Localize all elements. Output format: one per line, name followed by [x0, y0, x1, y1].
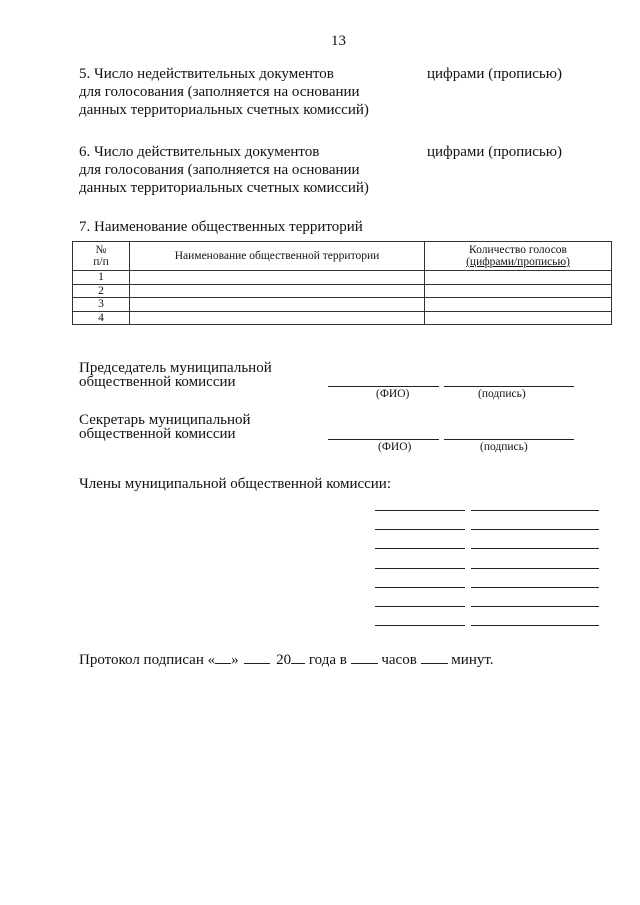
- signed-close-quote: »: [231, 652, 239, 668]
- item-5-line-2: для голосования (заполняется на основании: [79, 84, 360, 100]
- member-1-fio-line[interactable]: [375, 510, 465, 511]
- chairman-fio-label: (ФИО): [376, 388, 410, 400]
- member-5-sign-line[interactable]: [471, 587, 599, 588]
- signed-prefix: Протокол подписан «: [79, 652, 216, 668]
- signed-year-prefix: 20: [276, 652, 292, 668]
- item-6-value-hint: цифрами (прописью): [427, 144, 562, 160]
- member-5-fio-line[interactable]: [375, 587, 465, 588]
- item-5-value-hint: цифрами (прописью): [427, 66, 562, 82]
- table-row: [73, 284, 612, 298]
- row-number: 1: [73, 271, 130, 285]
- secretary-title-line-2: общественной комиссии: [79, 426, 236, 442]
- minutes-blank[interactable]: [421, 650, 448, 664]
- header-votes-line-2: (цифрами/прописью): [466, 256, 570, 268]
- row-territory-cell[interactable]: [130, 311, 425, 325]
- table-row: [73, 298, 612, 312]
- month-blank[interactable]: [244, 650, 270, 664]
- header-number: [73, 242, 130, 271]
- row-territory-cell[interactable]: [130, 284, 425, 298]
- member-3-sign-line[interactable]: [471, 548, 599, 549]
- item-5-line-1: 5. Число недействительных документов: [79, 66, 334, 82]
- secretary-fio-line[interactable]: [328, 439, 439, 440]
- chairman-fio-line[interactable]: [328, 386, 439, 387]
- page-number: 13: [331, 33, 346, 49]
- chairman-title-line-2: общественной комиссии: [79, 374, 236, 390]
- protocol-signed-line: [79, 650, 494, 669]
- header-number-abbr: п/п: [93, 256, 109, 268]
- chairman-sign-label: (подпись): [478, 388, 526, 400]
- secretary-title-line-1: Секретарь муниципальной: [79, 412, 251, 428]
- item-5-line-3: данных территориальных счетных комиссий): [79, 102, 369, 118]
- row-territory-cell[interactable]: [130, 271, 425, 285]
- table-header-row: [73, 242, 612, 271]
- member-6-sign-line[interactable]: [471, 606, 599, 607]
- day-blank[interactable]: [215, 650, 231, 664]
- header-territory-name: Наименование общественной территории: [130, 242, 425, 271]
- item-6-line-3: данных территориальных счетных комиссий): [79, 180, 369, 196]
- member-2-sign-line[interactable]: [471, 529, 599, 530]
- member-2-fio-line[interactable]: [375, 529, 465, 530]
- member-4-sign-line[interactable]: [471, 568, 599, 569]
- row-votes-cell[interactable]: [425, 271, 612, 285]
- row-number: 4: [73, 311, 130, 325]
- row-votes-cell[interactable]: [425, 284, 612, 298]
- item-6-line-1: 6. Число действительных документов: [79, 144, 320, 160]
- header-number-sign: №: [95, 244, 107, 256]
- item-7-title: 7. Наименование общественных территорий: [79, 219, 363, 235]
- signed-minutes: минут.: [451, 652, 494, 668]
- header-votes-line-1: Количество голосов: [469, 244, 567, 256]
- member-4-fio-line[interactable]: [375, 568, 465, 569]
- member-7-sign-line[interactable]: [471, 625, 599, 626]
- secretary-fio-label: (ФИО): [378, 441, 412, 453]
- row-votes-cell[interactable]: [425, 298, 612, 312]
- table-row: [73, 271, 612, 285]
- row-number: 3: [73, 298, 130, 312]
- row-votes-cell[interactable]: [425, 311, 612, 325]
- chairman-sign-line[interactable]: [444, 386, 574, 387]
- chairman-title-line-1: Председатель муниципальной: [79, 360, 272, 376]
- item-6-line-2: для голосования (заполняется на основании: [79, 162, 360, 178]
- signed-hours: часов: [381, 652, 417, 668]
- signed-year-suffix: года в: [308, 652, 347, 668]
- secretary-sign-line[interactable]: [444, 439, 574, 440]
- member-6-fio-line[interactable]: [375, 606, 465, 607]
- row-territory-cell[interactable]: [130, 298, 425, 312]
- hours-blank[interactable]: [351, 650, 378, 664]
- row-number: 2: [73, 284, 130, 298]
- territories-table: [72, 241, 612, 325]
- year-blank[interactable]: [291, 650, 305, 664]
- member-3-fio-line[interactable]: [375, 548, 465, 549]
- member-7-fio-line[interactable]: [375, 625, 465, 626]
- members-title: Члены муниципальной общественной комиссии:: [79, 476, 392, 492]
- secretary-sign-label: (подпись): [480, 441, 528, 453]
- member-1-sign-line[interactable]: [471, 510, 599, 511]
- table-row: [73, 311, 612, 325]
- header-votes: [425, 242, 612, 271]
